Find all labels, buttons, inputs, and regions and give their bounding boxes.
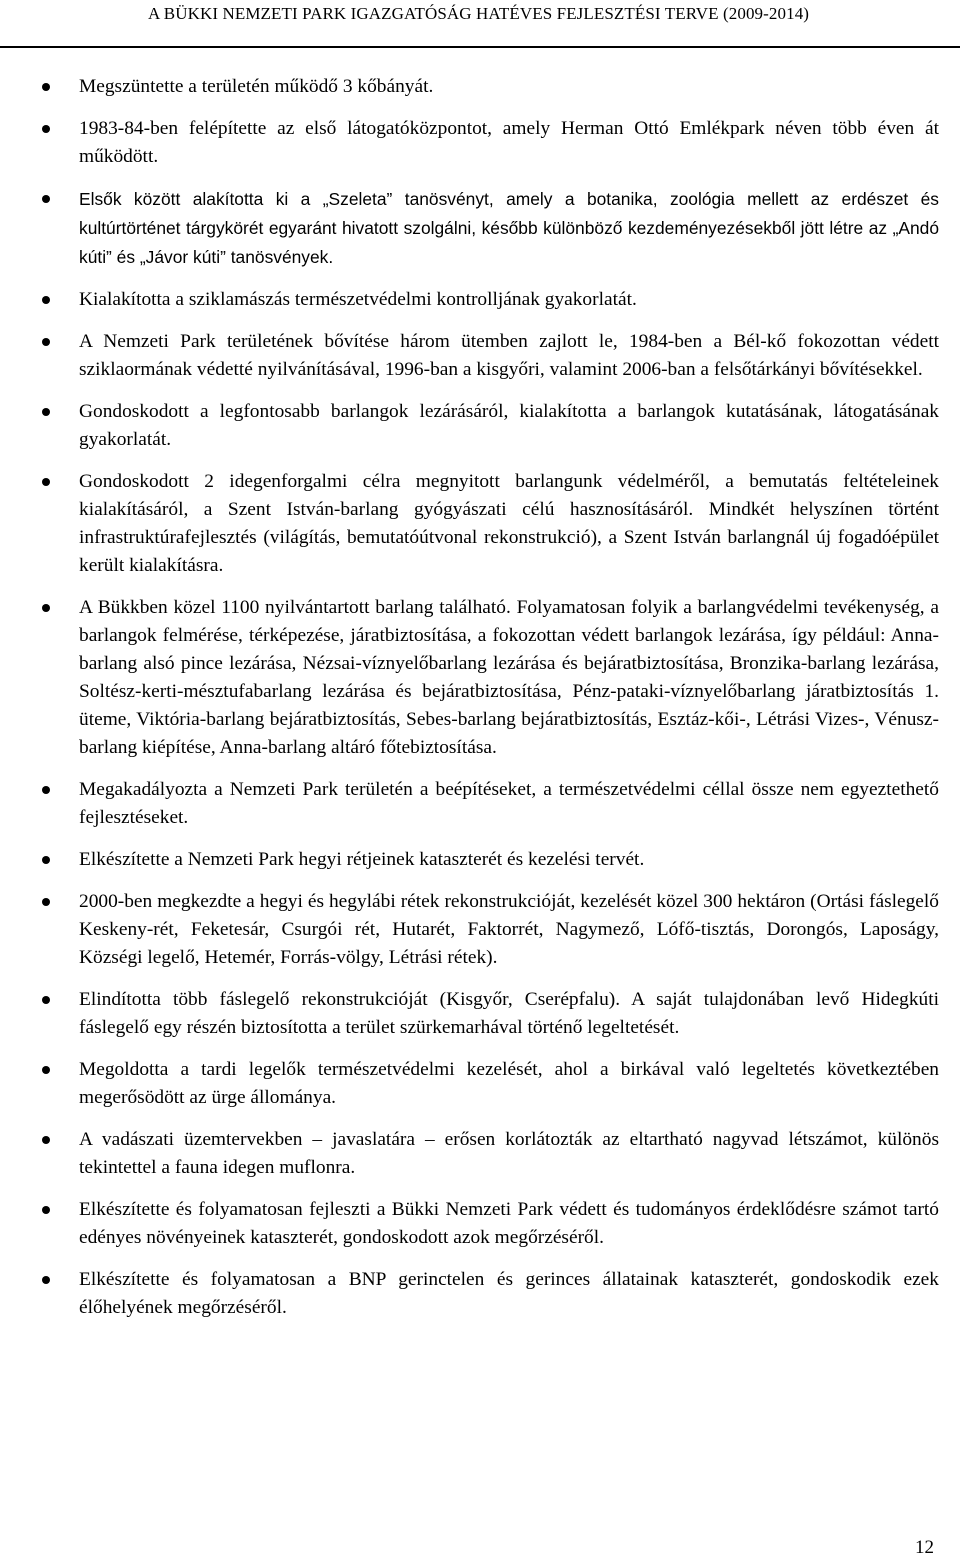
document-body [79,73,939,1336]
bullet-icon [42,1276,50,1284]
list-item-text: A Nemzeti Park területének bővítése három ütemben zajlott le, 1984-ben a Bél-kő fokozottan védett sziklaormának védetté nyilvánításával, 1996-ban a kisgyőri, valamint 2006-ban a felsőtárkányi bővítésekkel. [79,331,939,380]
bullet-icon [42,338,50,346]
bullet-icon [42,604,50,612]
list-item-text: Elkészítette és folyamatosan fejleszti a Bükki Nemzeti Park védett és tudományos érdeklődésre számot tartó edényes növényeinek kataszterét, gondoskodott azok megőrzéséről. [79,1199,939,1248]
list-item [79,986,939,1042]
bullet-icon [42,408,50,416]
list-item-text: Gondoskodott 2 idegenforgalmi célra megnyitott barlangunk védelméről, a bemutatás feltételeinek kialakításáról, a Szent István-barlang gyógyászati célú hasznosításáról. Mindkét helyszínen történt infrastruktúrafejlesztés (világítás, bemutatóútvonal rekonstrukció), a Szent István barlangnál új fogadóépület került kialakításra. [79,471,939,576]
bullet-icon [42,856,50,864]
bullet-icon [42,1066,50,1074]
bullet-icon [42,195,50,203]
bullet-icon [42,83,50,91]
bullet-icon [42,296,50,304]
list-item-text: Elkészítette és folyamatosan a BNP gerinctelen és gerinces állatainak kataszterét, gondoskodik ezek élőhelyének megőrzéséről. [79,1269,939,1318]
list-item-text: Kialakította a sziklamászás természetvédelmi kontrolljának gyakorlatát. [79,289,637,310]
list-item [79,328,939,384]
list-item-text: Megoldotta a tardi legelők természetvédelmi kezelését, ahol a birkával való legeltetés következtében megerősödött az ürge állománya. [79,1059,939,1108]
list-item [79,468,939,580]
bullet-icon [42,1136,50,1144]
list-item [79,1126,939,1182]
list-item [79,776,939,832]
list-item [79,398,939,454]
list-item-text: 1983-84-ben felépítette az első látogatóközpontot, amely Herman Ottó Emlékpark néven több éven át működött. [79,118,939,167]
list-item [79,286,939,314]
list-item [79,1196,939,1252]
bullet-icon [42,996,50,1004]
bullet-icon [42,786,50,794]
bullet-icon [42,125,50,133]
header-title: A BÜKKI NEMZETI PARK IGAZGATÓSÁG HATÉVES FEJLESZTÉSI TERVE (2009-2014) [148,4,810,23]
list-item [79,115,939,171]
list-item [79,846,939,874]
list-item-text: Megszüntette a területén működő 3 kőbányát. [79,76,434,97]
list-item [79,1056,939,1112]
list-item-text: Elsők között alakította ki a „Szeleta” tanösvényt, amely a botanika, zoológia mellett az erdészet és kultúrtörténet tárgykörét egyaránt hivatott szolgálni, később különböző kezdeményezésekből jött létre az „Andó kúti” és „Jávor kúti” tanösvények. [79,189,939,267]
header-rule [0,46,960,48]
page-number: 12 [915,1537,934,1558]
list-item [79,185,939,272]
bullet-list [79,73,939,1322]
running-header [148,4,809,24]
list-item-text: Elkészítette a Nemzeti Park hegyi rétjeinek kataszterét és kezelési tervét. [79,849,645,870]
list-item [79,888,939,972]
list-item [79,594,939,762]
list-item [79,1266,939,1322]
list-item-text: Gondoskodott a legfontosabb barlangok lezárásáról, kialakította a barlangok kutatásának, látogatásának gyakorlatát. [79,401,939,450]
bullet-icon [42,478,50,486]
list-item-text: A vadászati üzemtervekben – javaslatára – erősen korlátozták az eltartható nagyvad létszámot, különös tekintettel a fauna idegen muflonra. [79,1129,939,1178]
list-item-text: A Bükkben közel 1100 nyilvántartott barlang található. Folyamatosan folyik a barlangvédelmi tevékenység, a barlangok felmérése, térképezése, járatbiztosítása, a fokozottan védett barlangok lezárása, így például: Anna-barlang alsó pince lezárása, Nézsai-víznyelőbarlang lezárása és bejáratbiztosítása, Bronzika-barlang lezárása, Soltész-kerti-mésztufabarlang lezárása és bejáratbiztosítása, Pénz-pataki-víznyelőbarlang járatbiztosítás 1. üteme, Viktória-barlang bejáratbiztosítás, Sebes-barlang bejáratbiztosítás, Esztáz-kői-, Létrási Vizes-, Vénusz-barlang kiépítése, Anna-barlang altáró főtebiztosítása. [79,597,939,758]
list-item-text: 2000-ben megkezdte a hegyi és hegylábi rétek rekonstrukcióját, kezelését közel 300 hektáron (Ortási fáslegelő Keskeny-rét, Feketesár, Csurgói rét, Hutarét, Faktorrét, Nagymező, Lófő-tisztás, Dorongós, Laposágy, Községi legelő, Hetemér, Forrás-völgy, Létrási rétek). [79,891,939,968]
list-item-text: Elindította több fáslegelő rekonstrukcióját (Kisgyőr, Cserépfalu). A saját tulajdonában levő Hidegkúti fáslegelő egy részén biztosította a terület szürkemarhával történő legeltetését. [79,989,939,1038]
list-item-text: Megakadályozta a Nemzeti Park területén a beépítéseket, a természetvédelmi céllal össze nem egyeztethető fejlesztéseket. [79,779,939,828]
bullet-icon [42,898,50,906]
list-item [79,73,939,101]
bullet-icon [42,1206,50,1214]
